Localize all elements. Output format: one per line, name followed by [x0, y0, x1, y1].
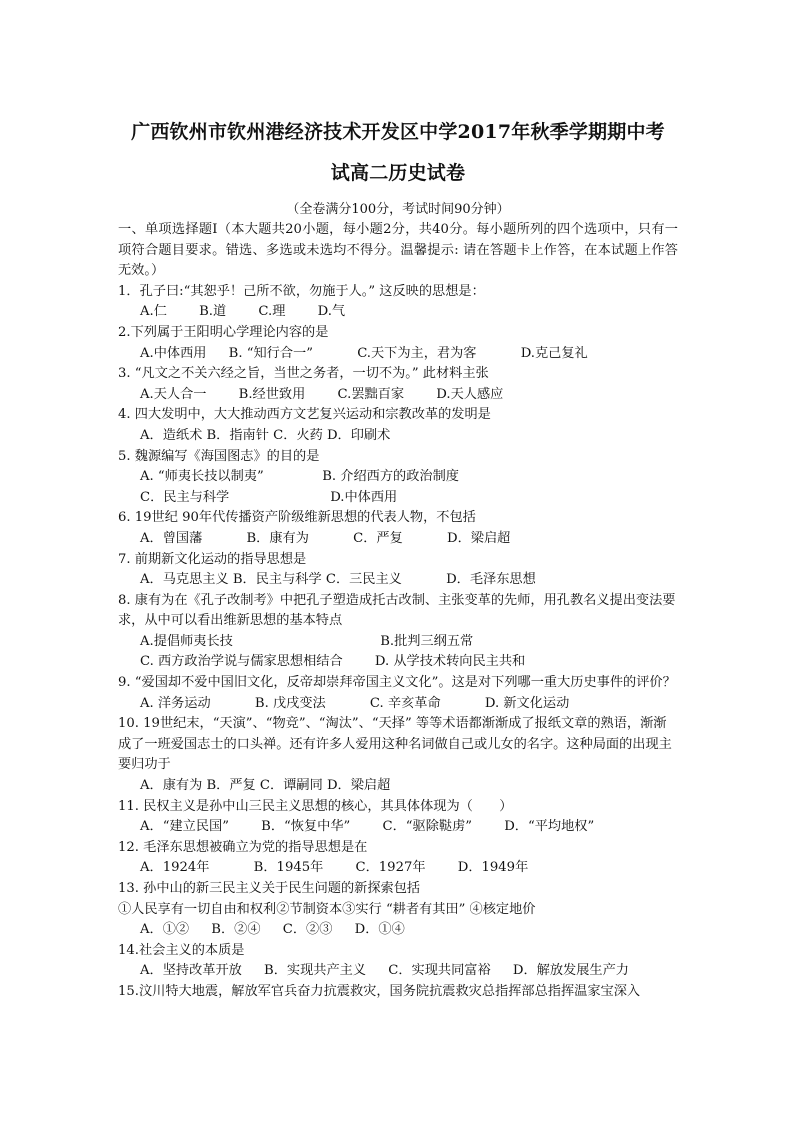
options-row	[118, 652, 678, 673]
options-row	[118, 570, 678, 591]
option-d: D．“平均地权”	[504, 819, 595, 835]
option-d: D. 从学技术转向民主共和	[374, 654, 526, 670]
option-b: B．②④	[211, 922, 261, 938]
options-row	[118, 961, 678, 982]
option-a: A.天人合一	[140, 386, 207, 402]
option-a: A. 洋务运动	[140, 695, 211, 711]
question-stem: 10. 19世纪末，“天演”、“物竞”、“淘汰”、“天择” 等等术语都渐渐成了报纸文章的熟语，渐渐成了一班爱国志士的口头禅。还有许多人爱用这种名词做自己或儿女的名字。这种局面的出现主要归功于	[118, 716, 672, 773]
options-row	[118, 858, 678, 879]
option-c: C.理	[258, 304, 286, 320]
option-a: A.提倡师夷长技	[140, 633, 233, 649]
option-d: D.天人感应	[436, 386, 504, 402]
option-a: A.中体西用	[140, 345, 207, 361]
question-11	[118, 797, 678, 838]
option-a: A. “师夷长技以制夷”	[140, 469, 264, 485]
options-abc: A．马克思主义 B．民主与科学 C．三民主义	[140, 572, 402, 588]
options-row	[118, 817, 678, 838]
question-stem: 15.汶川特大地震，解放军官兵奋力抗震救灾，国务院抗震救灾总指挥部总指挥温家宝深入	[118, 983, 641, 999]
options-row	[118, 302, 678, 323]
option-d: D.克己复礼	[520, 345, 588, 361]
exam-title-line1: 广西钦州市钦州港经济技术开发区中学2017年秋季学期期中考	[131, 121, 665, 143]
question-stem: 7. 前期新文化运动的指导思想是	[118, 551, 307, 567]
exam-title	[118, 112, 678, 194]
question-7	[118, 550, 678, 591]
exam-subtitle: （全卷满分100分，考试时间90分钟）	[286, 202, 510, 217]
options-row	[118, 694, 678, 715]
option-a: A．坚持改革开放	[140, 963, 242, 979]
option-c: C．民主与科学	[140, 489, 230, 505]
question-9	[118, 673, 678, 714]
option-c: C．严复	[353, 530, 403, 546]
option-b: B．实现共产主义	[264, 963, 367, 979]
question-8	[118, 591, 678, 673]
options-row	[118, 426, 678, 447]
option-a: A．1924年	[140, 860, 210, 876]
question-10	[118, 714, 678, 796]
options-row	[118, 344, 678, 365]
question-stem: 2.下列属于王阳明心学理论内容的是	[118, 324, 329, 340]
options-row	[118, 488, 678, 509]
question-stem: 13. 孙中山的新三民主义关于民生问题的新探索包括	[118, 881, 421, 896]
options-row	[118, 529, 678, 550]
question-5	[118, 447, 678, 509]
option-a: A．“建立民国”	[140, 819, 229, 835]
question-stem: 9. “爱国却不爱中国旧文化，反帝却崇拜帝国主义文化”。这是对下列哪一重大历史事件的评价？	[118, 675, 676, 691]
question-14	[118, 941, 678, 982]
question-15	[118, 982, 678, 1003]
question-6	[118, 508, 678, 549]
option-b: B．1945年	[253, 860, 324, 876]
option-c: C．“驱除鞑虏”	[382, 819, 472, 835]
options-row	[118, 776, 678, 797]
question-stem: 8. 康有为在《孔子改制考》中把孔子塑造成托古改制、主张变革的先师，用孔教名义提出变法要求，从中可以看出维新思想的基本特点	[118, 592, 676, 629]
option-c: C. 辛亥革命	[369, 695, 441, 711]
option-b: B. 介绍西方的政治制度	[322, 469, 459, 485]
option-a: A．曾国藩	[140, 530, 203, 546]
option-b: B. “知行合一”	[228, 345, 313, 361]
option-c: C.天下为主，君为客	[357, 345, 477, 361]
question-stem: 11. 民权主义是孙中山三民主义思想的核心，其具体体现为（ ）	[118, 798, 513, 814]
option-c: C．②③	[282, 922, 333, 938]
option-d: D．解放发展生产力	[512, 963, 629, 979]
question-2	[118, 323, 678, 364]
question-stem: 6. 19世纪 90年代传播资产阶级维新思想的代表人物，不包括	[118, 510, 476, 526]
question-statements: ①人民享有一切自由和权利②节制资本③实行 “耕者有其田” ④核定地价	[118, 901, 536, 917]
question-stem: 4. 四大发明中，大大推动西方文艺复兴运动和宗教改革的发明是	[118, 407, 491, 423]
option-c: C. 西方政治学说与儒家思想相结合	[140, 654, 343, 670]
option-d: D．①④	[354, 922, 405, 938]
option-b: B.批判三纲五常	[380, 633, 474, 649]
option-d: D. 新文化运动	[484, 695, 570, 711]
option-b: B.经世致用	[238, 386, 306, 402]
options-row	[118, 385, 678, 406]
option-c: C．1927年	[355, 860, 426, 876]
question-3	[118, 364, 678, 405]
option-c: C.罢黜百家	[337, 386, 405, 402]
option-d: D.气	[317, 304, 346, 320]
options-text: A．康有为 B．严复 C．谭嗣同 D．梁启超	[140, 778, 391, 794]
option-b: B. 戊戌变法	[254, 695, 326, 711]
option-d: D．1949年	[457, 860, 529, 876]
option-d: D．梁启超	[447, 530, 511, 546]
option-b: B．康有为	[246, 530, 309, 546]
option-c: C．实现共同富裕	[388, 963, 491, 979]
option-d: D．毛泽东思想	[446, 572, 536, 588]
option-a: A．①②	[140, 922, 190, 938]
question-stem: 1．孔子曰:“其恕乎！己所不欲，勿施于人。” 这反映的思想是：	[118, 283, 485, 299]
section-instructions: 一、单项选择题Ⅰ（本大题共20小题，每小题2分，共40分。每小题所列的四个选项中，只有一项符合题目要求。错选、多选或未选均不得分。温馨提示: 请在答题卡上作答，在本试题上作答无效。）	[118, 222, 678, 279]
options-text: A．造纸术 B．指南针 C．火药 D．印刷术	[140, 427, 391, 443]
option-b: B.道	[199, 304, 227, 320]
question-stem: 12. 毛泽东思想被确立为党的指导思想是在	[118, 839, 368, 855]
question-stem: 5. 魏源编写《海国图志》的目的是	[118, 448, 320, 464]
question-stem: 14.社会主义的本质是	[118, 942, 245, 958]
option-d: D.中体西用	[330, 489, 398, 505]
exam-title-line2: 试高二历史试卷	[330, 162, 466, 184]
question-13	[118, 879, 678, 941]
question-stem: 3. “凡文之不关六经之旨，当世之务者，一切不为。” 此材料主张	[118, 366, 489, 382]
question-4	[118, 405, 678, 446]
question-12	[118, 838, 678, 879]
options-row	[118, 920, 678, 941]
question-1	[118, 282, 678, 323]
option-a: A.仁	[140, 304, 167, 320]
options-row	[118, 632, 678, 653]
options-row	[118, 467, 678, 488]
option-b: B．“恢复中华”	[261, 819, 351, 835]
